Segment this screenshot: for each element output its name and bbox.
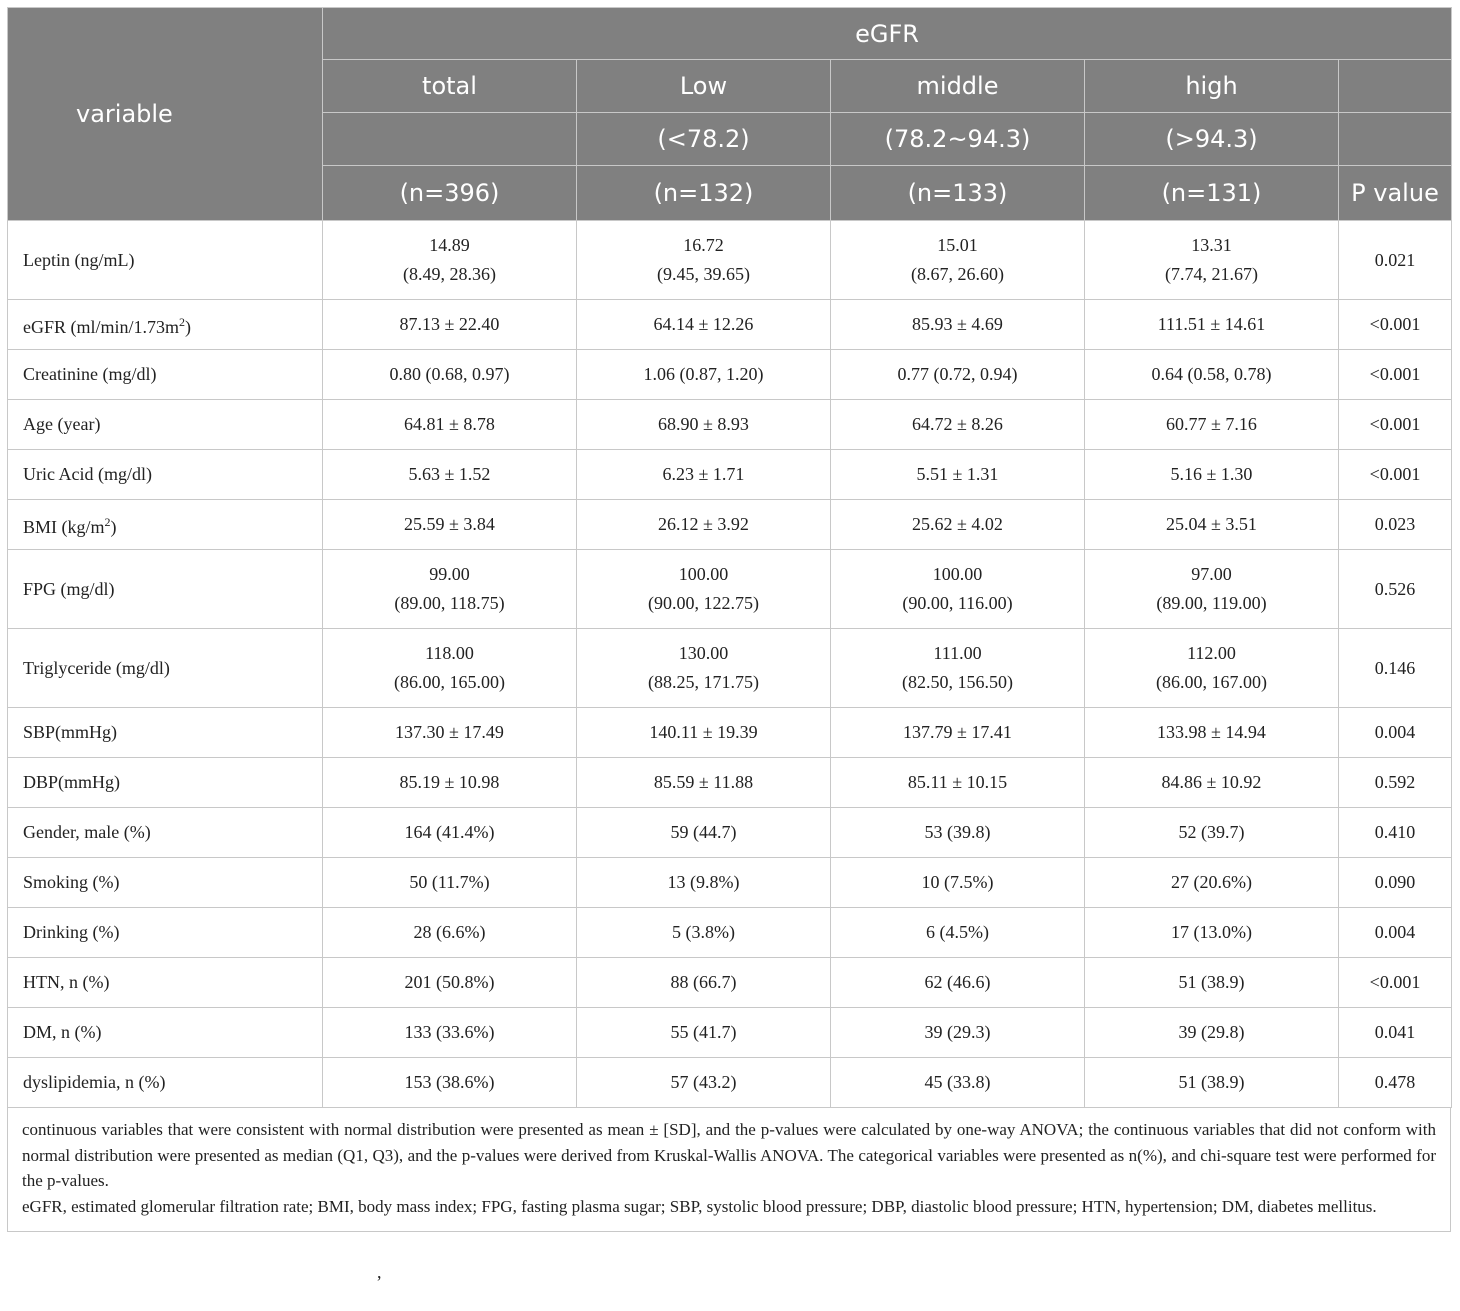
row-label [8,858,323,908]
cell-line: 17 (13.0%) [1171,922,1252,942]
cell-line: (9.45, 39.65) [657,264,750,284]
cell-line: 25.59 ± 3.84 [404,514,495,534]
row-label-text: eGFR (ml/min/1.73m [23,316,180,337]
row-label-suffix: ) [185,316,192,337]
header-col-middle-n: (n=133) [831,166,1085,221]
table-row [8,758,1452,808]
cell-line: 111.00 [933,643,982,663]
cell-line: 55 (41.7) [670,1022,737,1042]
cell-line: 53 (39.8) [924,822,991,842]
cell-line: 25.04 ± 3.51 [1166,514,1257,534]
cell-line: 13.31 [1191,235,1232,255]
cell-line: (86.00, 167.00) [1156,672,1267,692]
cell-middle [831,808,1085,858]
cell-low [577,858,831,908]
cell-middle [831,300,1085,350]
cell-low [577,500,831,550]
cell-high [1085,1008,1339,1058]
cell-line: 112.00 [1187,643,1236,663]
cell-high [1085,221,1339,300]
table-body [8,221,1452,1108]
cell-line: 85.11 ± 10.15 [907,772,1008,792]
header-col-low-name: Low [577,60,831,113]
cell-low [577,908,831,958]
row-label-text: Triglyceride (mg/dl) [23,657,170,678]
cell-line: 1.06 (0.87, 1.20) [643,364,764,384]
cell-line: 27 (20.6%) [1171,872,1252,892]
cell-line: 64.14 ± 12.26 [653,314,754,334]
cell-line: 26.12 ± 3.92 [658,514,749,534]
row-label [8,908,323,958]
cell-line: 0.80 (0.68, 0.97) [389,364,510,384]
row-label [8,758,323,808]
cell-line: (8.67, 26.60) [911,264,1004,284]
cell-pvalue: <0.001 [1339,400,1452,450]
cell-pvalue: <0.001 [1339,958,1452,1008]
cell-low [577,1058,831,1108]
cell-total [323,629,577,708]
cell-line: (90.00, 122.75) [648,593,759,613]
row-label [8,808,323,858]
cell-middle [831,1058,1085,1108]
cell-line: 88 (66.7) [670,972,737,992]
cell-middle [831,450,1085,500]
row-label [8,1058,323,1108]
footnote-abbreviations: eGFR, estimated glomerular filtration rate; BMI, body mass index; FPG, fasting plasma sugar; SBP, systolic blood pressure; DBP, diastolic blood pressure; HTN, hypertension; DM, diabetes mellitus. [22,1196,1377,1216]
row-label [8,708,323,758]
cell-high [1085,858,1339,908]
cell-low [577,450,831,500]
cell-line: 6 (4.5%) [926,922,989,942]
header-col-high-range: (>94.3) [1085,113,1339,166]
cell-middle [831,1008,1085,1058]
table-header [8,8,1452,221]
cell-middle [831,350,1085,400]
cell-pvalue: 0.004 [1339,908,1452,958]
row-label [8,1008,323,1058]
cell-high [1085,708,1339,758]
header-col-total-range [323,113,577,166]
cell-line: 118.00 [425,643,474,663]
row-label-text: DBP(mmHg) [23,772,121,792]
table-container [7,7,1451,1232]
cell-total [323,400,577,450]
cell-line: (90.00, 116.00) [902,593,1013,613]
row-label [8,629,323,708]
cell-line: 111.51 ± 14.61 [1157,314,1266,334]
cell-high [1085,629,1339,708]
cell-line: 60.77 ± 7.16 [1166,414,1257,434]
cell-total [323,758,577,808]
cell-pvalue: <0.001 [1339,450,1452,500]
cell-line: 52 (39.7) [1178,822,1245,842]
stray-comma: , [377,1262,382,1282]
cell-high [1085,550,1339,629]
row-label-text: BMI (kg/m [23,516,105,537]
cell-line: 5.63 ± 1.52 [408,464,491,484]
cell-low [577,758,831,808]
table-row [8,629,1452,708]
cell-pvalue: 0.090 [1339,858,1452,908]
table-row [8,221,1452,300]
cell-low [577,958,831,1008]
cell-line: 85.93 ± 4.69 [912,314,1003,334]
cell-line: 68.90 ± 8.93 [658,414,749,434]
cell-low [577,629,831,708]
cell-pvalue: 0.526 [1339,550,1452,629]
cell-line: 85.19 ± 10.98 [399,772,500,792]
cell-line: 13 (9.8%) [667,872,740,892]
header-col-middle-range: (78.2~94.3) [831,113,1085,166]
cell-line: (7.74, 21.67) [1165,264,1258,284]
cell-line: 201 (50.8%) [404,972,495,992]
cell-line: 164 (41.4%) [404,822,495,842]
header-col-high-n: (n=131) [1085,166,1339,221]
row-label-text: Drinking (%) [23,922,120,942]
row-label-text: Smoking (%) [23,872,120,892]
header-pvalue: P value [1339,166,1452,221]
cell-total [323,350,577,400]
cell-line: 28 (6.6%) [413,922,486,942]
cell-total [323,708,577,758]
cell-line: 14.89 [429,235,470,255]
cell-high [1085,500,1339,550]
header-empty [1339,60,1452,113]
table-row [8,400,1452,450]
row-label [8,350,323,400]
cell-high [1085,300,1339,350]
cell-high [1085,350,1339,400]
cell-middle [831,958,1085,1008]
cell-pvalue: 0.041 [1339,1008,1452,1058]
cell-low [577,350,831,400]
row-label [8,500,323,550]
cell-line: 64.81 ± 8.78 [404,414,495,434]
row-label-text: Creatinine (mg/dl) [23,364,157,384]
table-row [8,958,1452,1008]
cell-pvalue: 0.478 [1339,1058,1452,1108]
header-group: eGFR [323,8,1452,60]
cell-pvalue: 0.023 [1339,500,1452,550]
cell-middle [831,629,1085,708]
cell-high [1085,400,1339,450]
table-row [8,350,1452,400]
cell-low [577,300,831,350]
cell-total [323,550,577,629]
cell-pvalue: 0.021 [1339,221,1452,300]
cell-line: 62 (46.6) [924,972,991,992]
cell-pvalue: 0.146 [1339,629,1452,708]
cell-low [577,221,831,300]
row-label [8,958,323,1008]
cell-total [323,908,577,958]
cell-pvalue: 0.592 [1339,758,1452,808]
header-col-low-range: (<78.2) [577,113,831,166]
footnote-methods: continuous variables that were consistent with normal distribution were presented as mean ± [SD], and the p-values were calculated by one-way ANOVA; the continuous variables that did not conform with normal distribution were presented as median (Q1, Q3), and the p-values were derived from Kruskal-Wallis ANOVA. The categorical variables were presented as n(%), and chi-square test were performed for the p-values. [22,1120,1436,1190]
cell-total [323,958,577,1008]
table-row [8,908,1452,958]
header-col-low-n: (n=132) [577,166,831,221]
cell-high [1085,908,1339,958]
row-label-text: dyslipidemia, n (%) [23,1072,166,1092]
header-empty [1339,113,1452,166]
cell-line: 133 (33.6%) [404,1022,495,1042]
row-label-text: HTN, n (%) [23,972,110,992]
header-col-total-name: total [323,60,577,113]
cell-high [1085,958,1339,1008]
cell-low [577,1008,831,1058]
cell-line: (89.00, 119.00) [1156,593,1267,613]
cell-line: 59 (44.7) [670,822,737,842]
row-label [8,221,323,300]
cell-high [1085,450,1339,500]
row-label-text: Uric Acid (mg/dl) [23,464,152,484]
cell-low [577,400,831,450]
cell-line: 6.23 ± 1.71 [662,464,745,484]
cell-line: 15.01 [937,235,978,255]
cell-middle [831,908,1085,958]
cell-line: 5.16 ± 1.30 [1170,464,1253,484]
cell-low [577,550,831,629]
header-col-middle-name: middle [831,60,1085,113]
table-row [8,1008,1452,1058]
cell-total [323,808,577,858]
cell-line: (82.50, 156.50) [902,672,1013,692]
cell-line: 153 (38.6%) [404,1072,495,1092]
header-variable: variable [8,8,323,221]
cell-line: 100.00 [932,564,983,584]
table-footnote [7,1108,1451,1232]
table-row [8,550,1452,629]
cell-high [1085,758,1339,808]
cell-line: 97.00 [1191,564,1232,584]
cell-middle [831,221,1085,300]
cell-line: 39 (29.8) [1178,1022,1245,1042]
cell-line: 137.30 ± 17.49 [395,722,504,742]
cell-line: 85.59 ± 11.88 [653,772,754,792]
cell-line: (86.00, 165.00) [394,672,505,692]
cell-line: 130.00 [678,643,729,663]
cell-line: (88.25, 171.75) [648,672,759,692]
row-label-text: Age (year) [23,414,101,434]
row-label [8,400,323,450]
cell-line: 50 (11.7%) [409,872,490,892]
cell-line: (89.00, 118.75) [394,593,505,613]
table-row [8,450,1452,500]
egfr-table [7,7,1452,1108]
row-label [8,450,323,500]
header-col-total-n: (n=396) [323,166,577,221]
cell-pvalue: 0.004 [1339,708,1452,758]
cell-middle [831,500,1085,550]
cell-line: 87.13 ± 22.40 [399,314,500,334]
cell-middle [831,758,1085,808]
cell-line: 0.77 (0.72, 0.94) [897,364,1018,384]
cell-total [323,450,577,500]
cell-line: 5 (3.8%) [672,922,735,942]
row-label-text: SBP(mmHg) [23,722,118,742]
cell-pvalue: <0.001 [1339,350,1452,400]
cell-line: 133.98 ± 14.94 [1157,722,1266,742]
table-row [8,858,1452,908]
cell-pvalue: <0.001 [1339,300,1452,350]
row-label-text: Gender, male (%) [23,822,151,842]
cell-line: 99.00 [429,564,470,584]
cell-total [323,221,577,300]
cell-line: 45 (33.8) [924,1072,991,1092]
cell-line: 16.72 [683,235,724,255]
cell-total [323,500,577,550]
cell-line: 137.79 ± 17.41 [903,722,1012,742]
cell-middle [831,550,1085,629]
cell-total [323,300,577,350]
cell-high [1085,1058,1339,1108]
cell-total [323,1058,577,1108]
row-label-text: Leptin (ng/mL) [23,249,135,270]
cell-line: (8.49, 28.36) [403,264,496,284]
cell-low [577,808,831,858]
table-row [8,500,1452,550]
cell-line: 64.72 ± 8.26 [912,414,1003,434]
row-label-superscript: 2 [104,514,111,529]
row-label-suffix: ) [110,516,117,537]
row-label-text: FPG (mg/dl) [23,578,115,599]
cell-total [323,858,577,908]
cell-total [323,1008,577,1058]
row-label-superscript: 2 [179,314,186,329]
cell-line: 0.64 (0.58, 0.78) [1151,364,1272,384]
table-row [8,808,1452,858]
table-row [8,1058,1452,1108]
cell-line: 39 (29.3) [924,1022,991,1042]
row-label [8,300,323,350]
cell-line: 57 (43.2) [670,1072,737,1092]
cell-line: 51 (38.9) [1178,972,1245,992]
cell-line: 25.62 ± 4.02 [912,514,1003,534]
cell-line: 100.00 [678,564,729,584]
cell-high [1085,808,1339,858]
table-row [8,300,1452,350]
cell-line: 84.86 ± 10.92 [1161,772,1262,792]
cell-line: 51 (38.9) [1178,1072,1245,1092]
row-label-text: DM, n (%) [23,1022,102,1042]
cell-middle [831,708,1085,758]
cell-middle [831,858,1085,908]
cell-pvalue: 0.410 [1339,808,1452,858]
header-col-high-name: high [1085,60,1339,113]
cell-line: 10 (7.5%) [921,872,994,892]
cell-line: 5.51 ± 1.31 [916,464,999,484]
cell-low [577,708,831,758]
cell-line: 140.11 ± 19.39 [649,722,758,742]
table-row [8,708,1452,758]
cell-middle [831,400,1085,450]
row-label [8,550,323,629]
